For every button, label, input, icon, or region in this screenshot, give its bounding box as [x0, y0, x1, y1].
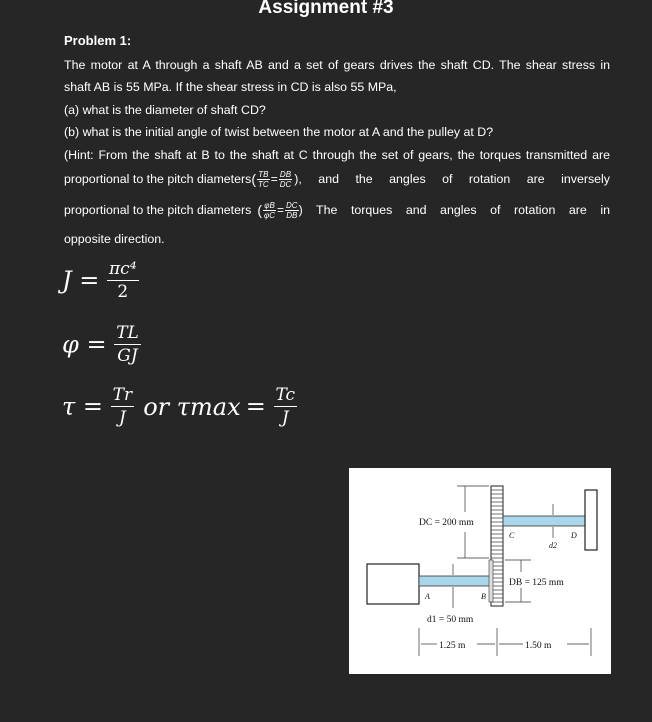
torque-ratio-right: $\frac{DB}{DC}$: [279, 169, 292, 189]
label-a: A: [425, 592, 430, 601]
problem-line-6: [64, 168, 610, 190]
angle-ratio-right: $\frac{DC}{DB}$: [286, 200, 298, 220]
line-7-prefix: proportional to the pitch diameters: [64, 203, 252, 217]
label-b: B: [481, 592, 486, 601]
line-7-suffix: ) The torques and angles of rotation are in: [298, 203, 610, 217]
line-6-suffix: ), and the angles of rotation are inversely: [294, 172, 610, 186]
problem-line-4: (b) what is the initial angle of twist between the motor at A and the pulley at D?: [64, 125, 494, 139]
db-label: DB = 125 mm: [509, 578, 564, 588]
angle-ratio: ( $\frac{\varphi B}{\varphi C}$ = $\frac{DC}{DB}$: [257, 200, 298, 220]
problem-line-1: The motor at A through a shaft AB and a set of gears drives the shaft CD. The shear stress in: [64, 58, 610, 72]
shear-stress-equation: τ = $\frac{Tr}{J}$ or τmax = $\frac{Tc}{J}$: [62, 385, 296, 428]
gear-shaft-diagram: [349, 468, 611, 674]
torque-ratio: ( $\frac{TB}{TC}$ = $\frac{DB}{DC}$: [251, 169, 292, 189]
gear-b: [489, 560, 493, 602]
twist-angle-equation: φ = $\frac{TL}{GJ}$: [62, 323, 139, 366]
dc-label: DC = 200 mm: [419, 518, 474, 528]
motor-box: [367, 564, 419, 604]
line-6-prefix: proportional to the pitch diameters: [64, 172, 252, 186]
d1-label: d1 = 50 mm: [427, 615, 474, 625]
problem-line-5: (Hint: From the shaft at B to the shaft at C through the set of gears, the torques transmitted are: [64, 148, 610, 162]
d2-label: d2: [549, 541, 557, 550]
page-title: Assignment #3: [0, 0, 652, 22]
problem-line-3: (a) what is the diameter of shaft CD?: [64, 103, 266, 117]
shaft-ab: [419, 576, 491, 586]
label-d: D: [571, 531, 577, 540]
problem-line-8: opposite direction.: [64, 232, 165, 246]
torque-ratio-left: $\frac{TB}{TC}$: [258, 169, 269, 189]
length-cd-label: 1.50 m: [525, 641, 552, 651]
polar-moment-equation: J = $\frac{\text{πc⁴}}{2}$: [62, 259, 137, 302]
length-ab-label: 1.25 m: [439, 641, 466, 651]
label-c: C: [509, 531, 515, 540]
problem-line-2: shaft AB is 55 MPa. If the shear stress in CD is also 55 MPa,: [64, 80, 397, 94]
shaft-cd: [503, 516, 585, 526]
problem-heading: Problem 1:: [64, 33, 132, 48]
gear-shaft-figure: [349, 468, 611, 674]
pulley-d: [585, 490, 597, 550]
angle-ratio-left: $\frac{\varphi B}{\varphi C}$: [264, 200, 276, 220]
problem-line-7: [64, 199, 610, 221]
